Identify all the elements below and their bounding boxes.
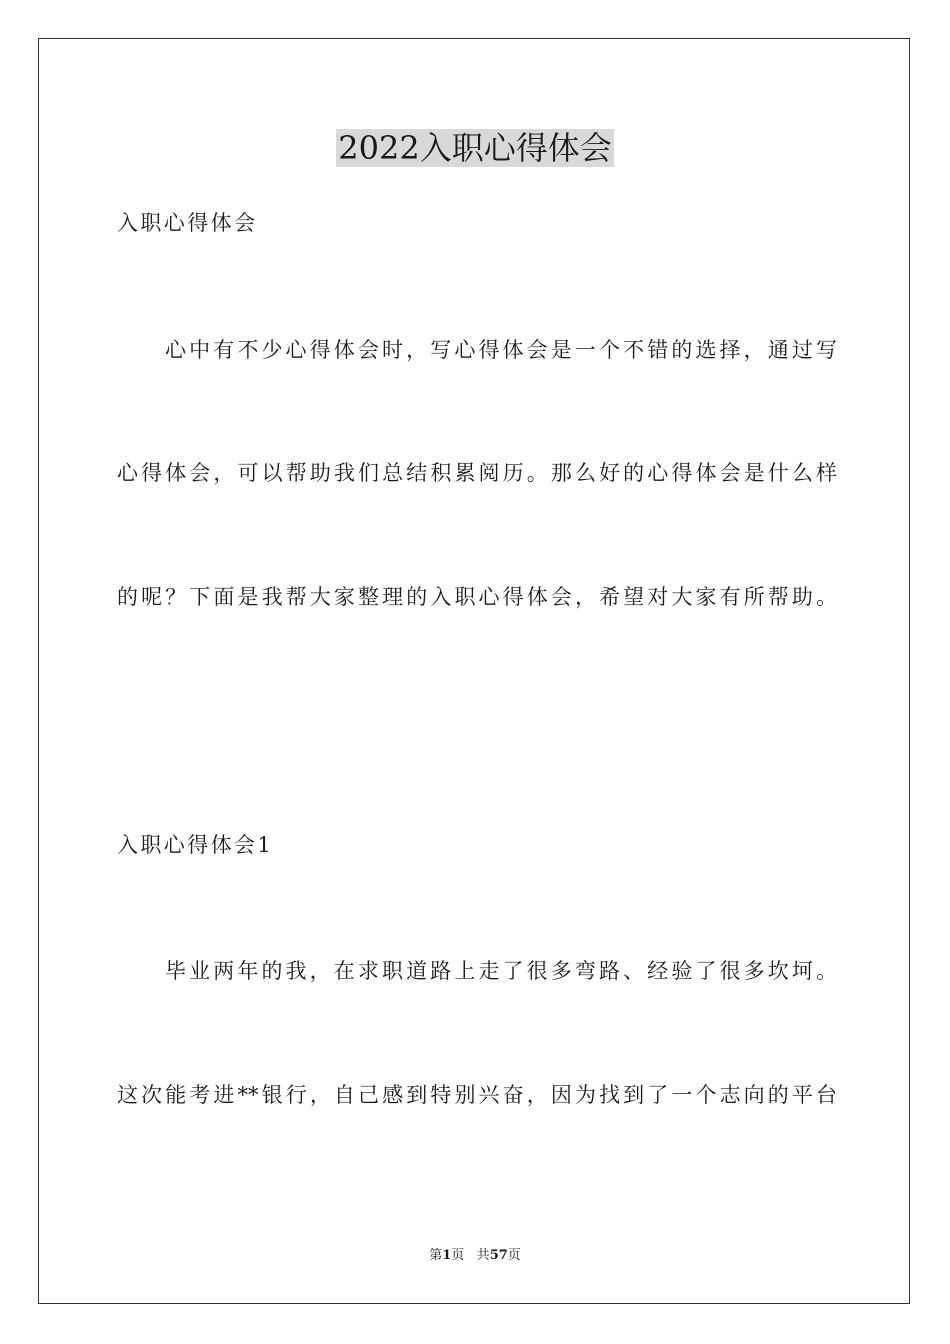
paragraph-line: 的呢？下面是我帮大家整理的入职心得体会，希望对大家有所帮助。 [117,585,837,609]
section-heading: 入职心得体会1 [117,833,274,857]
footer-total-pages: 57 [489,1248,508,1263]
footer-page-number: 1 [442,1248,452,1263]
document-title [0,128,950,168]
paragraph-line: 这次能考进**银行，自己感到特别兴奋，因为找到了一个志向的平台 [117,1083,837,1107]
section-heading: 入职心得体会 [117,211,258,235]
footer-page-suffix: 页 [451,1248,465,1263]
paragraph-line: 心得体会，可以帮助我们总结积累阅历。那么好的心得体会是什么样 [117,461,837,485]
footer-page-prefix: 第 [429,1248,443,1263]
footer-total-suffix: 页 [507,1248,521,1263]
footer-total-prefix: 共 [476,1248,490,1263]
document-title-text: 2022入职心得体会 [338,129,612,167]
paragraph-line: 毕业两年的我，在求职道路上走了很多弯路、经验了很多坎坷。 [165,959,837,983]
page-footer [0,1248,950,1264]
paragraph-line: 心中有不少心得体会时，写心得体会是一个不错的选择，通过写 [165,338,837,362]
